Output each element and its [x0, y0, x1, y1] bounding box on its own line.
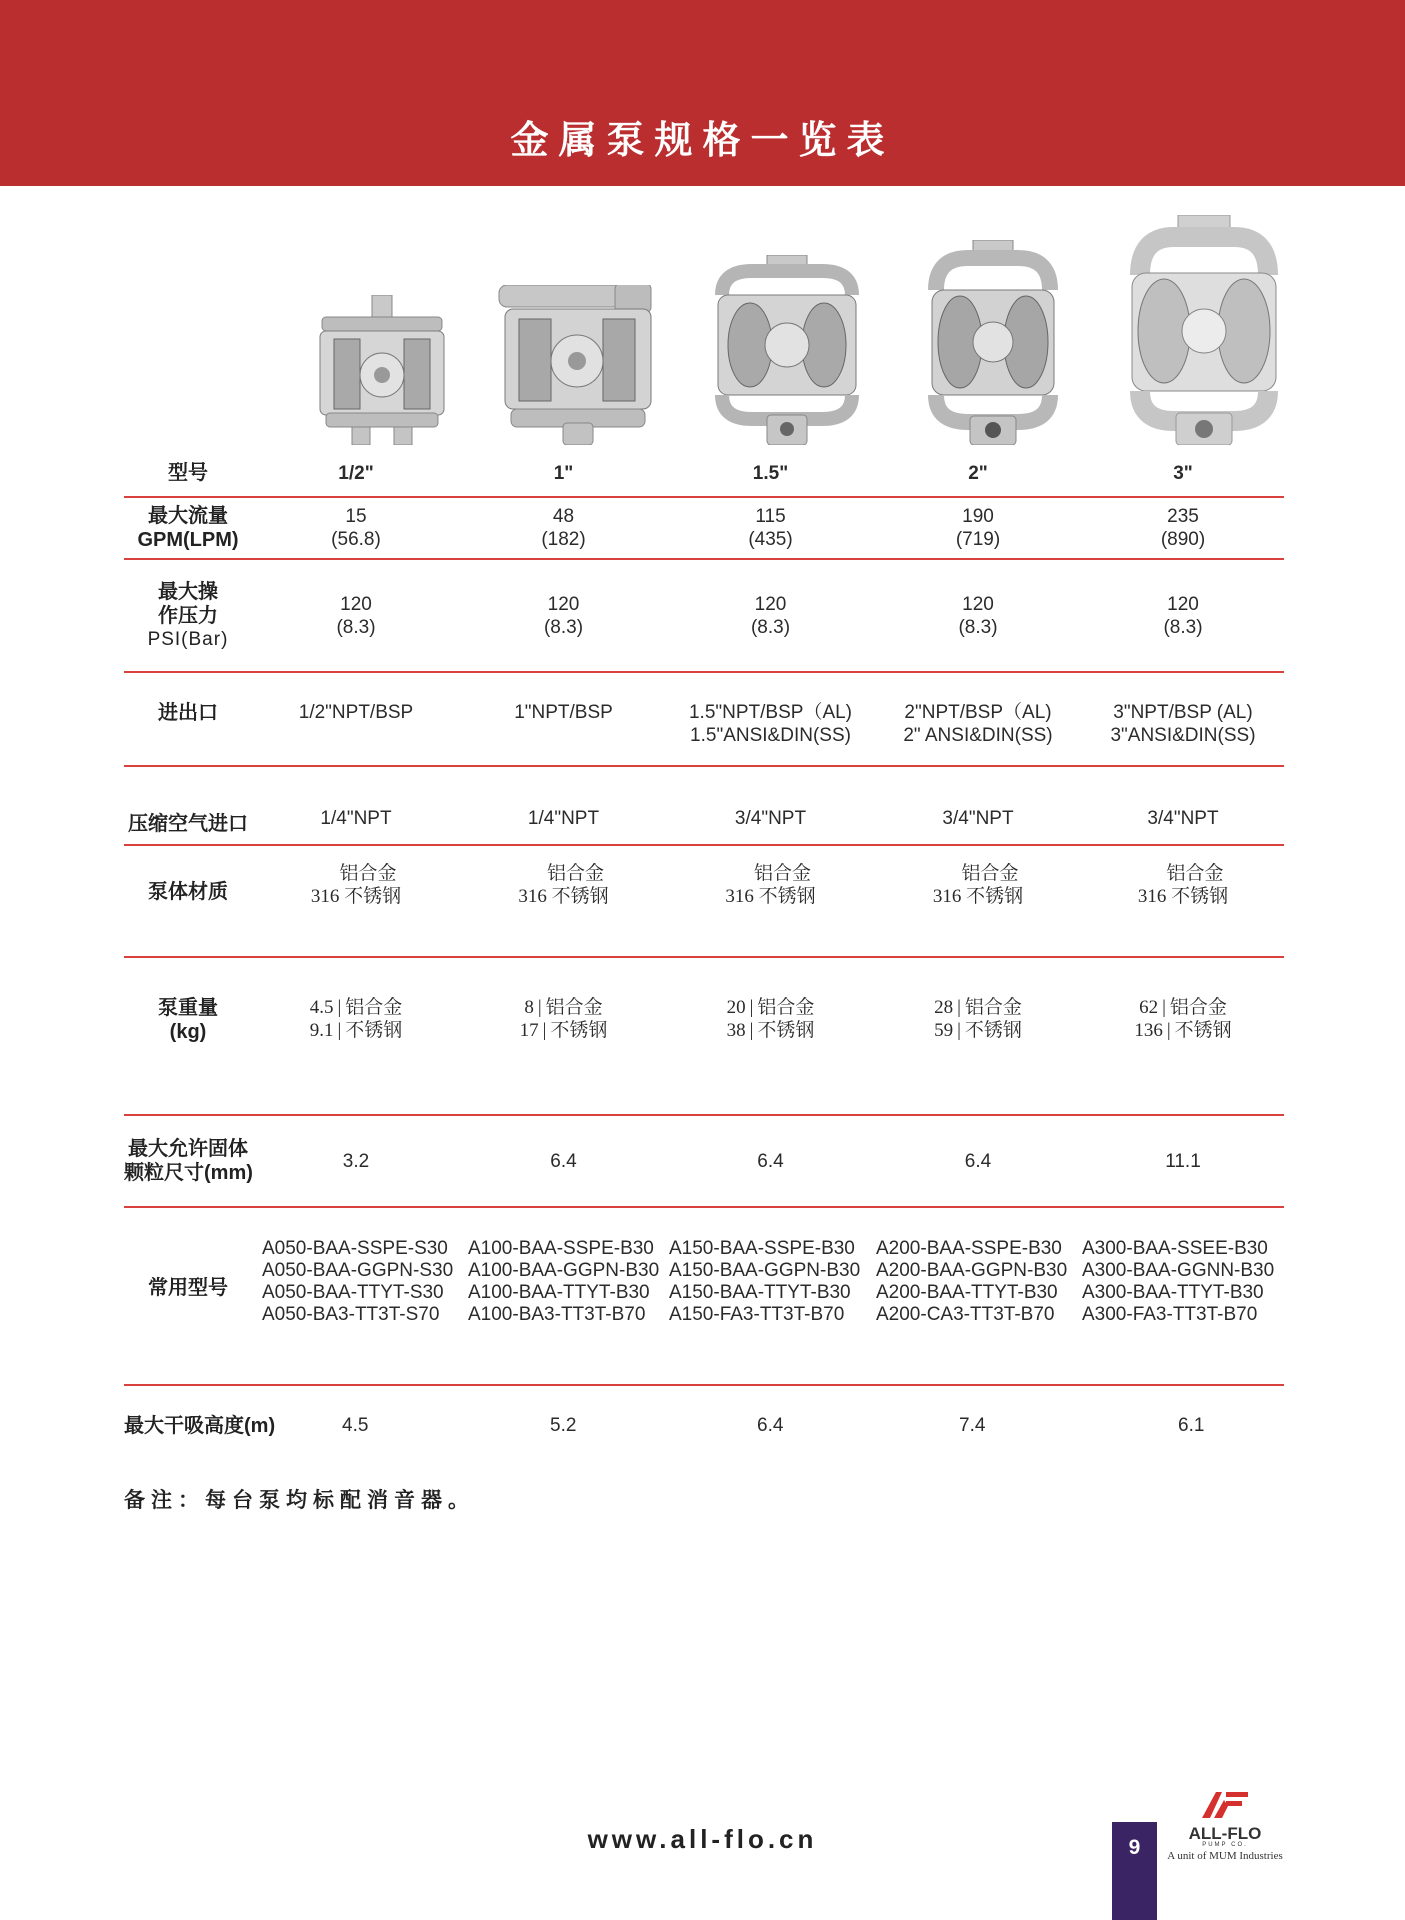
- label-max-pressure: 最大操 作压力 PSI(Bar): [124, 559, 252, 672]
- suction-value: 7.4: [959, 1415, 986, 1436]
- pressure-value: 120 (8.3): [460, 559, 667, 672]
- model-size: 1.5": [667, 450, 874, 497]
- material-value: 铝合金 316 不锈钢: [1082, 845, 1284, 957]
- air-value: 1/4"NPT: [252, 766, 460, 845]
- port-value: 3"NPT/BSP (AL) 3"ANSI&DIN(SS): [1082, 672, 1284, 766]
- row-model: [124, 450, 1284, 497]
- suction-value: 5.2: [550, 1415, 577, 1436]
- pump-images: [0, 205, 1405, 445]
- row-body-material: [124, 845, 1284, 957]
- row-ports: [124, 672, 1284, 766]
- flow-value: 115 (435): [667, 497, 874, 559]
- weight-value: 20 | 铝合金 38 | 不锈钢: [667, 957, 874, 1115]
- all-flo-logo-icon: [1200, 1788, 1250, 1818]
- page-title: 金属泵规格一览表: [510, 118, 895, 162]
- model-size: 1/2": [252, 450, 460, 497]
- port-value: 1.5"NPT/BSP（AL) 1.5"ANSI&DIN(SS): [667, 672, 874, 766]
- pressure-value: 120 (8.3): [874, 559, 1082, 672]
- solids-value: 3.2: [252, 1115, 460, 1207]
- row-max-solids: [124, 1115, 1284, 1207]
- pump-image-half-inch: [312, 295, 452, 445]
- pressure-value: 120 (8.3): [667, 559, 874, 672]
- flow-value: 48 (182): [460, 497, 667, 559]
- company-logo: [1160, 1788, 1290, 1862]
- pressure-value: 120 (8.3): [1082, 559, 1284, 672]
- suction-value: 6.4: [757, 1415, 784, 1436]
- material-value: 铝合金 316 不锈钢: [667, 845, 874, 957]
- label-dry-suction: 最大干吸高度(m): [124, 1414, 276, 1437]
- flow-value: 235 (890): [1082, 497, 1284, 559]
- weight-value: 8 | 铝合金 17 | 不锈钢: [460, 957, 667, 1115]
- weight-value: 62 | 铝合金 136 | 不锈钢: [1082, 957, 1284, 1115]
- air-value: 3/4"NPT: [667, 766, 874, 845]
- pump-image-2-inch: [928, 240, 1058, 445]
- model-size: 1": [460, 450, 667, 497]
- row-max-pressure: [124, 559, 1284, 672]
- row-weight: [124, 957, 1284, 1115]
- title-banner: [0, 0, 1405, 186]
- flow-value: 190 (719): [874, 497, 1082, 559]
- spec-table: [124, 450, 1284, 1465]
- row-dry-suction: [124, 1385, 1284, 1465]
- solids-value: 6.4: [874, 1115, 1082, 1207]
- label-model: 型号: [124, 450, 252, 497]
- label-common-models: 常用型号: [124, 1207, 252, 1385]
- website-url[interactable]: www.all-flo.cn: [587, 1824, 818, 1854]
- model-list: A100-BAA-SSPE-B30 A100-BAA-GGPN-B30 A100-BAA-TTYT-B30 A100-BA3-TT3T-B70: [460, 1207, 667, 1385]
- row-max-flow: [124, 497, 1284, 559]
- suction-value: 6.1: [1178, 1415, 1205, 1436]
- model-list: A050-BAA-SSPE-S30 A050-BAA-GGPN-S30 A050-BAA-TTYT-S30 A050-BA3-TT3T-S70: [252, 1207, 460, 1385]
- label-max-flow: 最大流量 GPM(LPM): [124, 497, 252, 559]
- port-value: 1"NPT/BSP: [460, 672, 667, 766]
- flow-value: 15 (56.8): [252, 497, 460, 559]
- air-value: 3/4"NPT: [874, 766, 1082, 845]
- solids-value: 11.1: [1082, 1115, 1284, 1207]
- label-body-material: 泵体材质: [124, 845, 252, 957]
- air-value: 1/4"NPT: [460, 766, 667, 845]
- weight-value: 28 | 铝合金 59 | 不锈钢: [874, 957, 1082, 1115]
- solids-value: 6.4: [460, 1115, 667, 1207]
- label-max-solids: 最大允许固体 颗粒尺寸(mm): [124, 1115, 252, 1207]
- label-weight: 泵重量 (kg): [124, 957, 252, 1115]
- row-common-models: [124, 1207, 1284, 1385]
- pump-image-1-inch: [497, 285, 657, 445]
- weight-value: 4.5 | 铝合金 9.1 | 不锈钢: [252, 957, 460, 1115]
- label-ports: 进出口: [124, 672, 252, 766]
- material-value: 铝合金 316 不锈钢: [460, 845, 667, 957]
- pump-image-3-inch: [1128, 215, 1280, 445]
- pressure-value: 120 (8.3): [252, 559, 460, 672]
- model-list: A200-BAA-SSPE-B30 A200-BAA-GGPN-B30 A200-BAA-TTYT-B30 A200-CA3-TT3T-B70: [874, 1207, 1082, 1385]
- page-number: 9: [1112, 1822, 1157, 1920]
- logo-sub: PUMP CO.: [1202, 1842, 1248, 1848]
- port-value: 1/2"NPT/BSP: [252, 672, 460, 766]
- row-air-inlet: [124, 766, 1284, 845]
- model-size: 2": [874, 450, 1082, 497]
- logo-brand: ALL-FLO: [1188, 1824, 1262, 1843]
- pump-image-1-5-inch: [712, 255, 862, 445]
- material-value: 铝合金 316 不锈钢: [874, 845, 1082, 957]
- model-list: A150-BAA-SSPE-B30 A150-BAA-GGPN-B30 A150-BAA-TTYT-B30 A150-FA3-TT3T-B70: [667, 1207, 874, 1385]
- solids-value: 6.4: [667, 1115, 874, 1207]
- logo-unit: A unit of MUM Industries: [1167, 1850, 1283, 1862]
- model-list: A300-BAA-SSEE-B30 A300-BAA-GGNN-B30 A300-BAA-TTYT-B30 A300-FA3-TT3T-B70: [1082, 1207, 1284, 1385]
- label-air-inlet: 压缩空气进口: [124, 766, 252, 845]
- model-size: 3": [1082, 450, 1284, 497]
- port-value: 2"NPT/BSP（AL) 2" ANSI&DIN(SS): [874, 672, 1082, 766]
- material-value: 铝合金 316 不锈钢: [252, 845, 460, 957]
- footnote: 备注：每台泵均标配消音器。: [124, 1488, 475, 1512]
- air-value: 3/4"NPT: [1082, 766, 1284, 845]
- suction-value: 4.5: [342, 1415, 369, 1436]
